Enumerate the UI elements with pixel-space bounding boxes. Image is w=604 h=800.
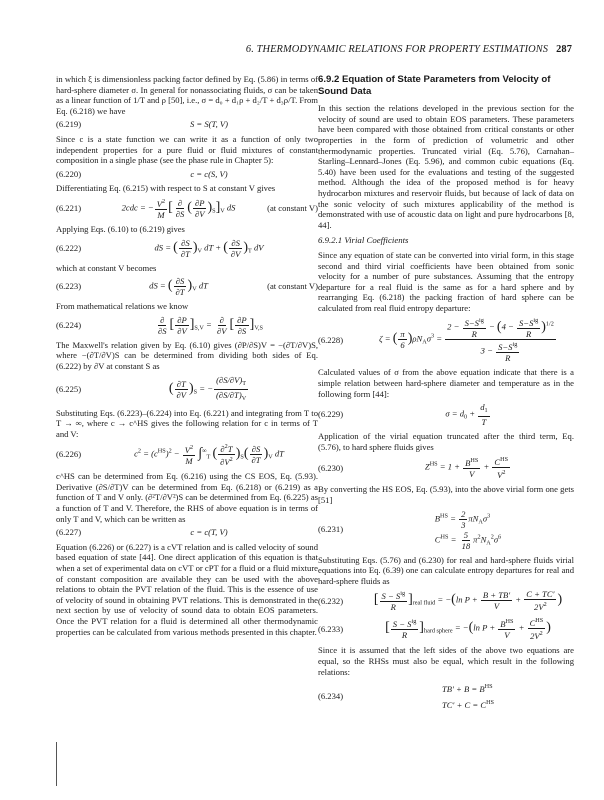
equation-note: (at constant V): [267, 203, 318, 214]
equation-number: (6.219): [56, 119, 82, 130]
equation-number: (6.229): [318, 409, 344, 420]
paragraph: Since c is a state function we can write it as a function of only two independent properties for a pure fluid or fluid mixtures of constant composition in a single phase (see the phase rule in Chapter 5):: [56, 133, 318, 166]
equation-number: (6.232): [318, 595, 344, 606]
equation-body: $c^2 = (c^{HS})^2$ − $\frac{V^2}{M}$ $\int^\infty_T$ ( $\frac{\partial^2T}{\partial V^2}$ )$_S$( $\frac{\partial S}{\partial T}$ )$_V$ dT: [134, 443, 284, 468]
equation-6-229: [318, 402, 574, 427]
equation-number: (6.224): [56, 319, 82, 330]
equation-number: (6.228): [318, 334, 344, 345]
subsection-heading: 6.9.2.1 Virial Coefficients: [318, 235, 409, 246]
equation-subscript: hard sphere: [423, 627, 453, 635]
equation-body: c = c(T, V): [190, 527, 228, 538]
equation-number: (6.221): [56, 203, 82, 214]
equation-body: $Z^{HS} = 1$ + $\frac{B^{HS}}{V}$ + $\frac{C^{HS}}{V^2}$: [424, 456, 509, 481]
equation-number: (6.222): [56, 242, 82, 253]
paragraph: Applying Eqs. (6.10) to (6.219) gives: [56, 223, 185, 234]
equation-body: $B^{HS}$ = $\frac{2}{3}$ $\pi N_A\sigma^3$ $C^{HS}$ = $\frac{5}{18}$ $\pi^2N_A^2\sigma^6$: [434, 508, 502, 551]
section-heading: 6.9.2 Equation of State Parameters from Velocity of Sound Data: [318, 74, 551, 97]
equation-body: $\frac{\partial}{\partial S}$ [ $\frac{\partial P}{\partial V}$ ]$_{S,V}$ = $\frac{\partial}{\partial V}$ [ $\frac{\partial P}{\partial S}$ ]$_{V,S}$: [158, 314, 263, 336]
paragraph: From mathematical relations we know: [56, 301, 189, 312]
paragraph: Since it is assumed that the left sides of the above two equations are equal, so the RHSs must also be equal, which result in the following relations:: [318, 645, 574, 677]
equation-6-225: [56, 375, 318, 404]
margin-rule: [56, 742, 57, 786]
equation-6-227: [56, 527, 318, 538]
equation-body: S = S(T, V): [189, 119, 229, 130]
equation-6-219: [56, 119, 318, 130]
equation-body: dS = ( $\frac{\partial S}{\partial T}$ )$_V$ dT + ( $\frac{\partial S}{\partial V}$ )$_T$ dV: [154, 237, 264, 259]
left-column: [56, 74, 318, 639]
equation-note: (at constant V): [267, 281, 318, 292]
equation-6-232: [318, 589, 574, 612]
equation-number: (6.231): [318, 524, 344, 535]
paragraph: c^HS can be determined from Eq. (6.216) using the CS EOS, Eq. (5.93). Derivative (∂S/∂T)V can be determined from Eq. (6.218) or (6.219) as a function of T and V only. (∂²T/∂V²)S can be determined from Eq. (6.225) as a function of T and V. Therefore, the RHS of above equation is in terms of only T and V, which can be written as: [56, 471, 318, 524]
equation-body: [ $\frac{S - S^{ig}}{R}$ ]$_{hard sphere} = -(\ln$ P + $\frac{B^{HS}}{V}$ + $\frac{C^{HS}}{2V^2}$ ): [385, 617, 551, 642]
equation-number: (6.234): [318, 690, 344, 701]
paragraph: Substituting Eqs. (5.76) and (6.230) for real and hard-sphere fluids virial equations into Eq. (6.39) one can calculate entropy departures for real and hard-sphere fluids as: [318, 554, 574, 586]
paragraph: Since any equation of state can be converted into virial form, in this stage second and third virial coefficients have been obtained from sonic velocity for a number of pure substances. Assuming that the entropy departure for a real fluid is the same as for a hard sphere and by rearranging Eq. (6.218) the packing fraction of hard sphere can be calculated from real fluid entropy departure:: [318, 249, 574, 313]
running-head: [246, 44, 572, 55]
equation-number: (6.223): [56, 281, 82, 292]
equation-6-228: [318, 316, 574, 363]
equation-6-226: [56, 442, 318, 467]
equation-body: ζ = ( $\frac{\pi}{6}$ )$\rho N_A\sigma^3$ = 2 − $\frac{S-S^{ig}}{R}$ − (4 − $\frac{S-S^{ig}}{R}$ )$^{1/2}$ 3 − $\frac{S-S^{ig}}{R}$: [379, 317, 554, 364]
equation-body: ( $\frac{\partial T}{\partial V}$ )$_S$ = − $\frac{(\partial S/\partial V)_T}{(\partial S/\partial T)_V}$: [168, 374, 247, 402]
paragraph: Application of the virial equation truncated after the third term, Eq. (5.76), to hard sphere fluids gives: [318, 431, 574, 452]
equation-6-233: [318, 616, 574, 641]
right-column: [318, 74, 574, 716]
running-head-title: 6. THERMODYNAMIC RELATIONS FOR PROPERTY ESTIMATIONS: [245, 44, 549, 55]
equation-6-230: [318, 455, 574, 480]
page-number: 287: [556, 44, 572, 55]
equation-subscript: real fluid: [412, 599, 436, 607]
paragraph: By converting the HS EOS, Eq. (5.93), into the above virial form one gets [51]: [318, 484, 574, 506]
paragraph: which at constant V becomes: [56, 262, 157, 273]
equation-body: dS = ( $\frac{\partial S}{\partial T}$ )$_V$ dT: [149, 276, 208, 298]
equation-6-221: [56, 197, 318, 220]
equation-6-223: [56, 276, 318, 297]
equation-6-231: [318, 509, 574, 551]
equation-6-220: [56, 169, 318, 180]
equation-6-222: [56, 238, 318, 259]
equation-6-234: [318, 680, 574, 712]
equation-body: $\sigma = d_0$ + $\frac{d_1}{T}$: [445, 402, 488, 428]
equation-body: 2cdc = − $\frac{V^2}{M}$ [ $\frac{\partial}{\partial S}$ ( $\frac{\partial P}{\partial V}$ )$_S]_V$ dS: [121, 197, 236, 220]
equation-body: [ $\frac{S - S^{ig}}{R}$ ]$_{real fluid} = -(\ln$ P + $\frac{B + TB'}{V}$ + $\frac{C + TC'}{2V^2}$ ): [373, 589, 563, 613]
equation-number: (6.230): [318, 462, 344, 473]
equation-number: (6.225): [56, 383, 82, 394]
paragraph: in which ξ is dimensionless packing factor defined by Eq. (5.86) in terms of hard-sphere diameter σ. In general for nonassociating fluids, σ can be taken as a linear function of 1/T and ρ [50], i.e., σ = d₀ + d₁ρ + d₂/T + d₃ρ/T. From Eq. (6.218) we have: [56, 74, 318, 116]
paragraph: Substituting Eqs. (6.223)–(6.224) into Eq. (6.221) and integrating from T to T → ∞, where c → c^HS gives the following relation for c in terms of T and V:: [56, 407, 318, 439]
equation-body: c = c(S, V): [190, 168, 228, 179]
equation-number: (6.220): [56, 168, 82, 179]
paragraph: Differentiating Eq. (6.215) with respect to S at constant V gives: [56, 183, 276, 194]
paragraph: The Maxwell's relation given by Eq. (6.10) gives (∂P/∂S)V = −(∂T/∂V)S, where −(∂T/∂V)S can be determined from dividing both sides of Eq. (6.222) by ∂V at constant S as: [56, 339, 318, 371]
equation-number: (6.233): [318, 623, 344, 634]
paragraph: Equation (6.226) or (6.227) is a cVT relation and is called velocity of sound based equation of state [44]. One direct application of this equation is that when a set of experimental data on cVT or cPT for a fluid or a fluid mixture of constant composition are available they can be used with the above relations to obtain the PVT relation of the fluid. This is the essence of use of velocity of sound in obtaining PVT relations. This is demonstrated in the next section by use of velocity of sound data to obtain EOS parameters. Once the PVT relation for a fluid is determined all other thermodynamic properties can be calculated from various methods presented in this chapter.: [56, 541, 318, 637]
equation-number: (6.227): [56, 527, 82, 538]
paragraph: Calculated values of σ from the above equation indicate that there is a simple relation between hard-sphere diameter and temperature as in the following form [44]:: [318, 367, 574, 399]
paragraph: In this section the relations developed in the previous section for the velocity of sound are used to obtain EOS parameters. These parameters have been compared with those obtained from critical constants or other properties in the form of prediction of volumetric and other thermodynamic properties. Truncated virial (Eq. 5.76), Carnahan–Starling–Lennard–Jones (Eq. 5.96), and common cubic equations (Eq. 5.40) have been used for the evaluations and testing of the suggested method. Although the idea of the proposed method is for heavy hydrocarbon mixtures and reservoir fluids, but because of lack of data on the sonic velocity of such mixtures applicability of the method is demonstrated with use of acoustic data on light and pure hydrocarbons [8, 44].: [318, 103, 574, 230]
equation-body: $TB' + B = B^{HS}$ $TC' + C = C^{HS}$: [442, 683, 494, 711]
equation-number: (6.226): [56, 449, 82, 460]
equation-6-224: [56, 315, 318, 336]
